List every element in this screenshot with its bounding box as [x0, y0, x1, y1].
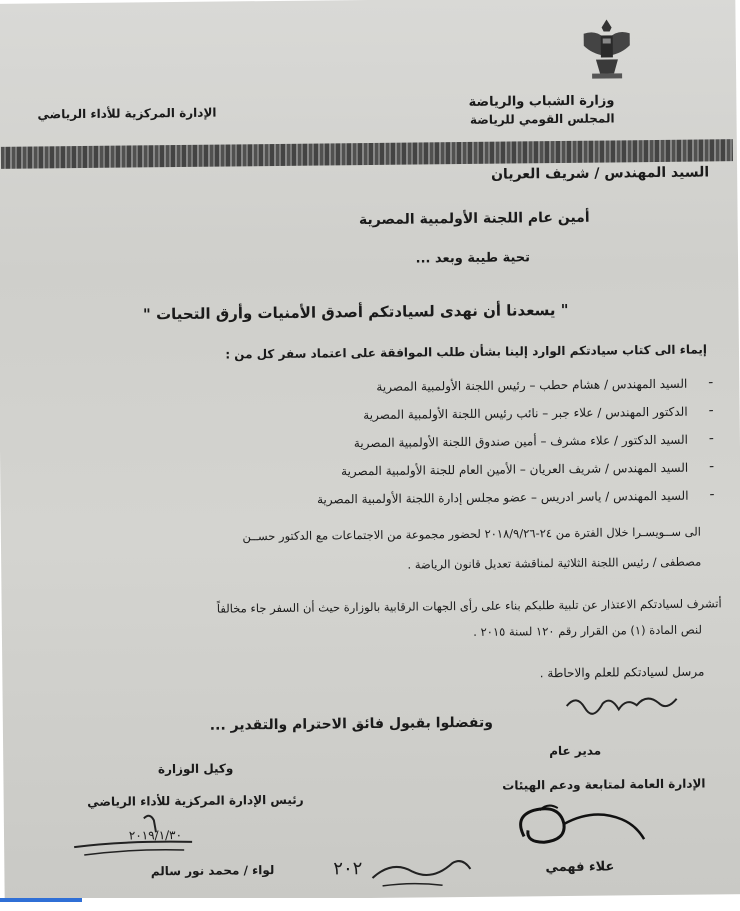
list-bullet: - [708, 430, 714, 447]
reference-line: إيماء الى كتاب سيادتكم الوارد إلينا بشأن طلب الموافقة على اعتماد سفر كل من : [225, 342, 708, 362]
list-bullet: - [708, 374, 714, 391]
ministry-name: وزارة الشباب والرياضة [468, 93, 615, 110]
left-signatory-department: رئيس الإدارة المركزية للأداء الرياضي [87, 792, 304, 809]
left-signatory-title: وكيل الوزارة [157, 761, 234, 777]
list-bullet: - [708, 402, 714, 419]
council-name: المجلس القومي للرياضة [469, 111, 615, 127]
handwritten-note-signature [562, 685, 682, 722]
greeting: تحية طيبة وبعد ... [415, 250, 531, 267]
travel-line: مصطفى / رئيس اللجنة الثلاثية لمناقشة تعديل قانون الرياضة . [407, 554, 702, 572]
middle-stamp-number: ٢٠٢ [333, 858, 363, 880]
eagle-emblem-icon [577, 15, 636, 84]
list-bullet: - [709, 486, 715, 503]
department-name: الإدارة المركزية للأداء الرياضي [37, 105, 217, 122]
list-item: السيد المهندس / هشام حطب – رئيس اللجنة الأولمبية المصرية [376, 376, 688, 394]
left-signature-date: ٢٠١٩/١/٣٠ [128, 827, 183, 843]
right-signatory-name: علاء فهمي [545, 859, 615, 876]
closing-line: وتفضلوا بقبول فائق الاحترام والتقدير ... [209, 714, 493, 734]
addressee-name: السيد المهندس / شريف العريان [490, 164, 710, 183]
list-item: السيد الدكتور / علاء مشرف – أمين صندوق اللجنة الأولمبية المصرية [353, 432, 688, 451]
scroll-indicator [0, 898, 82, 902]
addressee-title: أمين عام اللجنة الأولمبية المصرية [358, 209, 590, 229]
list-item: السيد المهندس / شريف العريان – الأمين العام للجنة الأولمبية المصرية [341, 460, 689, 479]
apology-line: لنص المادة (١) من القرار رقم ١٢٠ لسنة ٢٠١٥ . [473, 622, 702, 639]
right-signature [504, 795, 655, 859]
forward-line: مرسل لسيادتكم للعلم والاحاطة . [539, 664, 705, 681]
left-signatory-name: لواء / محمد نور سالم [150, 863, 275, 879]
right-signatory-department: الإدارة العامة لمتابعة ودعم الهيئات [502, 776, 706, 793]
middle-signature [282, 847, 482, 893]
right-signatory-title: مدير عام [549, 743, 602, 759]
list-item: الدكتور المهندس / علاء جبر – نائب رئيس اللجنة الأولمبية المصرية [363, 404, 688, 423]
list-bullet: - [709, 458, 715, 475]
screen-bottom-strip [0, 898, 740, 911]
apology-line: أتشرف لسيادتكم الاعتذار عن تلبية طلبكم بناء على رأى الجهات الرقابية بالوزارة حيث أن السفر جاء مخالفاً [216, 596, 722, 616]
opening-line: " يسعدنا أن نهدى لسيادتكم أصدق الأمنيات وأرق التحيات " [142, 300, 569, 324]
travel-line: الى ســويسـرا خلال الفترة من ٢٤-٢٠١٨/٩/٢٦ لحضور مجموعة من الاجتماعات مع الدكتور حســن [242, 524, 701, 544]
list-item: السيد المهندس / ياسر ادريس – عضو مجلس إدارة اللجنة الأولمبية المصرية [316, 488, 689, 507]
